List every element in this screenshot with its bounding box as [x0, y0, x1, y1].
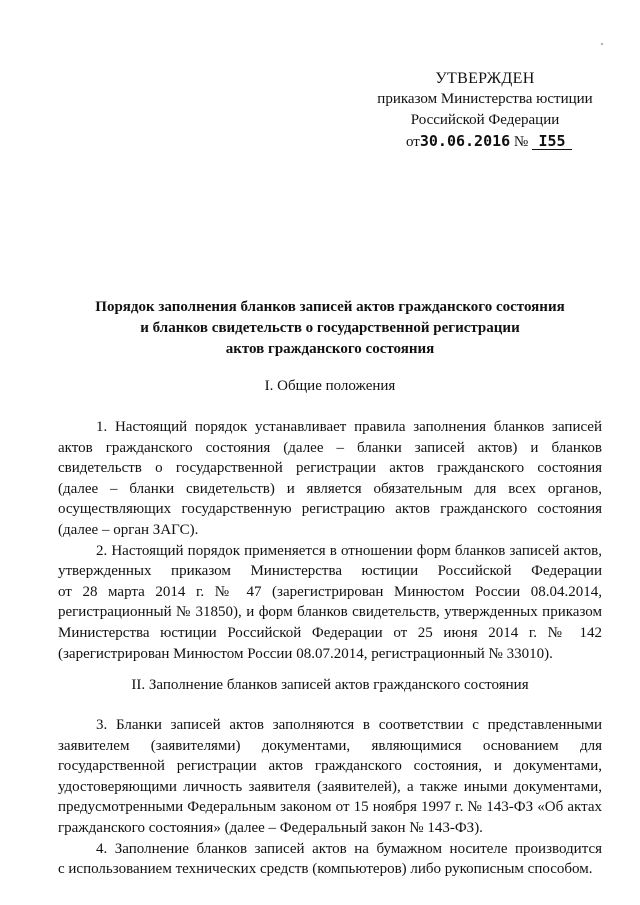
document-title [60, 297, 600, 360]
approval-line-2: Российской Федерации [410, 112, 560, 128]
paragraph-3-line: предусмотренными Федеральным законом от 15 ноября 1997 г. № 143-ФЗ «Об актах [58, 799, 602, 816]
title-line-3: актов гражданского состояния [225, 341, 435, 357]
paragraph-4-line: 4. Заполнение бланков записей актов на бумажном носителе производится [96, 840, 602, 857]
paragraph-1-line: (далее – бланки свидетельств) и является обязательным для всех органов, [58, 480, 602, 497]
title-line-1: Порядок заполнения бланков записей актов гражданского состояния [95, 299, 565, 315]
paragraph-3-line: заявителем (заявителями) документами, являющимися основанием для [58, 737, 602, 754]
approval-number: I55 [532, 133, 572, 150]
section-1-heading: I. Общие положения [264, 378, 396, 394]
paragraph-1-line: (далее – орган ЗАГС). [58, 521, 199, 538]
paragraph-2-line: от 28 марта 2014 г. № 47 (зарегистрирован Минюстом России 08.04.2014, [58, 583, 602, 600]
approval-date: 30.06.2016 [419, 132, 511, 150]
approval-block [360, 68, 610, 153]
approval-title: УТВЕРЖДЕН [435, 70, 535, 87]
paragraph-1-line: свидетельств о государственной регистрации актов гражданского состояния [58, 460, 602, 477]
paragraph-1-line: 1. Настоящий порядок устанавливает правила заполнения бланков записей [96, 419, 602, 435]
date-prefix: от [406, 134, 420, 150]
paragraph-2-line: (зарегистрирован Минюстом России 08.07.2014, регистрационный № 33010). [58, 645, 553, 662]
paragraph-2-line: утвержденных приказом Министерства юстиции Российской Федерации [58, 563, 602, 580]
scan-speck [601, 43, 603, 45]
approval-line-1: приказом Министерства юстиции [377, 91, 593, 107]
paragraph-3-line: удостоверяющими личность заявителя (заявителей), а также иными документами, [58, 778, 602, 795]
paragraph-4-line: с использованием технических средств (компьютеров) либо рукописным способом. [58, 861, 593, 878]
title-line-2: и бланков свидетельств о государственной регистрации [140, 320, 520, 336]
number-prefix: № [513, 134, 529, 150]
paragraph-1-line: актов гражданского состояния (далее – бланки записей актов) и бланков [58, 439, 602, 456]
paragraph-3-line: 3. Бланки записей актов заполняются в соответствии с представленными [96, 717, 602, 733]
paragraph-1-line: осуществляющих государственную регистрацию актов гражданского состояния [58, 501, 602, 518]
paragraph-3-line: государственной регистрации актов гражданского состояния, и документами, [58, 758, 602, 775]
approval-date-line [360, 131, 610, 153]
section-2-body [58, 715, 602, 880]
section-1-body [58, 417, 602, 664]
paragraph-3-line: гражданского состояния» (далее – Федеральный закон № 143-ФЗ). [58, 819, 483, 836]
section-2-heading: II. Заполнение бланков записей актов гражданского состояния [131, 677, 529, 693]
paragraph-2-line: 2. Настоящий порядок применяется в отношении форм бланков записей актов, [96, 542, 602, 559]
paragraph-2-line: регистрационный № 31850), и форм бланков свидетельств, утвержденных приказом [58, 604, 602, 621]
paragraph-2-line: Министерства юстиции Российской Федерации от 25 июня 2014 г. № 142 [58, 624, 602, 641]
